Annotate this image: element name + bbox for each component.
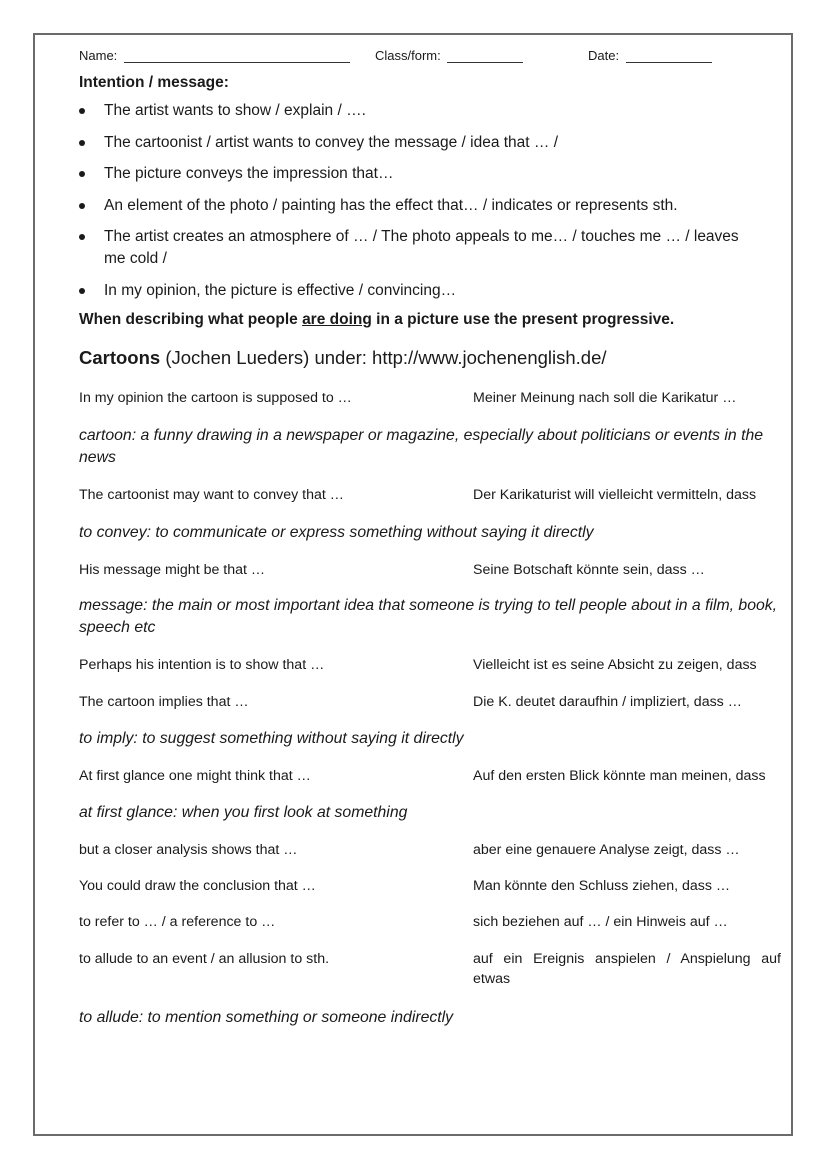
english-phrase: The cartoonist may want to convey that …: [79, 487, 344, 503]
list-item-text: The picture conveys the impression that…: [104, 165, 394, 182]
worksheet: [79, 48, 781, 1029]
definition: message: the main or most important idea that someone is trying to tell people about in a film, book, speech etc: [79, 597, 778, 636]
german-phrase: aber eine genauere Analyse zeigt, dass …: [473, 842, 740, 858]
header-row: [79, 48, 781, 68]
list-item-text: An element of the photo / painting has the effect that… / indicates or represents sth.: [104, 196, 678, 214]
phrase-row: [79, 766, 781, 786]
source-link[interactable]: (Jochen Lueders) under: http://www.jochenenglish.de/: [160, 347, 607, 368]
english-phrase: to allude to an event / an allusion to sth.: [79, 951, 330, 967]
english-phrase: The cartoon implies that …: [79, 694, 249, 710]
list-item: [79, 280, 781, 302]
german-phrase: auf ein Ereignis anspielen / Anspielung auf etwas: [473, 951, 781, 987]
german-phrase: Meiner Meinung nach soll die Karikatur …: [473, 390, 737, 406]
class-label: Class/form:: [375, 48, 441, 63]
cartoons-heading: Cartoons (Jochen Lueders) under: http://www.jochenenglish.de/: [79, 347, 607, 368]
phrase-row: [79, 912, 781, 932]
list-item-text: The cartoonist / artist wants to convey the message / idea that … /: [104, 133, 559, 151]
phrase-row: [79, 655, 781, 675]
german-phrase: Vielleicht ist es seine Absicht zu zeigen, dass: [473, 657, 757, 673]
class-blank[interactable]: [447, 50, 523, 63]
german-phrase: Seine Botschaft könnte sein, dass …: [473, 562, 705, 578]
german-phrase: Man könnte den Schluss ziehen, dass …: [473, 878, 731, 894]
phrase-row: [79, 840, 781, 860]
definition: to allude: to mention something or someone indirectly: [79, 1009, 454, 1026]
phrase-row: [79, 388, 781, 408]
english-phrase: His message might be that …: [79, 562, 266, 578]
list-item: [79, 226, 781, 270]
list-item: [79, 100, 781, 122]
english-phrase: Perhaps his intention is to show that …: [79, 657, 325, 673]
german-phrase: sich beziehen auf … / ein Hinweis auf …: [473, 914, 728, 930]
bullet-icon: [79, 203, 85, 209]
class-field[interactable]: [375, 48, 523, 63]
german-phrase: Auf den ersten Blick könnte man meinen, dass: [473, 768, 766, 784]
name-label: Name:: [79, 48, 118, 63]
bullet-icon: [79, 234, 85, 240]
english-phrase: You could draw the conclusion that …: [79, 878, 316, 894]
date-field[interactable]: [588, 48, 712, 63]
english-phrase: In my opinion the cartoon is supposed to …: [79, 390, 352, 406]
list-item-text: In my opinion, the picture is effective / convincing…: [104, 281, 457, 299]
list-item: [79, 195, 781, 217]
bullet-icon: [79, 171, 85, 177]
english-phrase: but a closer analysis shows that …: [79, 842, 298, 858]
german-phrase: Die K. deutet daraufhin / impliziert, dass …: [473, 694, 742, 710]
date-blank[interactable]: [626, 50, 712, 63]
bullet-icon: [79, 140, 85, 146]
list-item: [79, 163, 781, 185]
phrase-row: [79, 949, 781, 989]
list-item-text: The artist wants to show / explain / ….: [104, 102, 366, 119]
phrase-row: [79, 876, 781, 896]
name-blank[interactable]: [124, 50, 350, 63]
bullet-icon: [79, 288, 85, 294]
name-field[interactable]: [79, 48, 350, 63]
intention-list: [79, 100, 781, 302]
intention-heading: Intention / message:: [79, 74, 229, 91]
definition: to imply: to suggest something without saying it directly: [79, 730, 464, 747]
bullet-icon: [79, 108, 85, 114]
english-phrase: At first glance one might think that …: [79, 768, 311, 784]
list-item: [79, 132, 781, 154]
definition: at first glance: when you first look at something: [79, 804, 408, 821]
english-phrase: to refer to … / a reference to …: [79, 914, 276, 930]
definition: to convey: to communicate or express something without saying it directly: [79, 524, 594, 541]
list-item-text: The artist creates an atmosphere of … / The photo appeals to me… / touches me … / leaves me cold /: [104, 228, 739, 267]
phrase-row: [79, 692, 781, 712]
progressive-note: When describing what people are doing in a picture use the present progressive.: [79, 311, 675, 328]
german-phrase: Der Karikaturist will vielleicht vermitteln, dass: [473, 487, 757, 503]
phrase-row: [79, 485, 781, 505]
underlined-phrase: are doing: [302, 311, 372, 328]
phrase-row: [79, 560, 781, 580]
definition: cartoon: a funny drawing in a newspaper or magazine, especially about politicians or events in the news: [79, 427, 764, 466]
date-label: Date:: [588, 48, 620, 63]
